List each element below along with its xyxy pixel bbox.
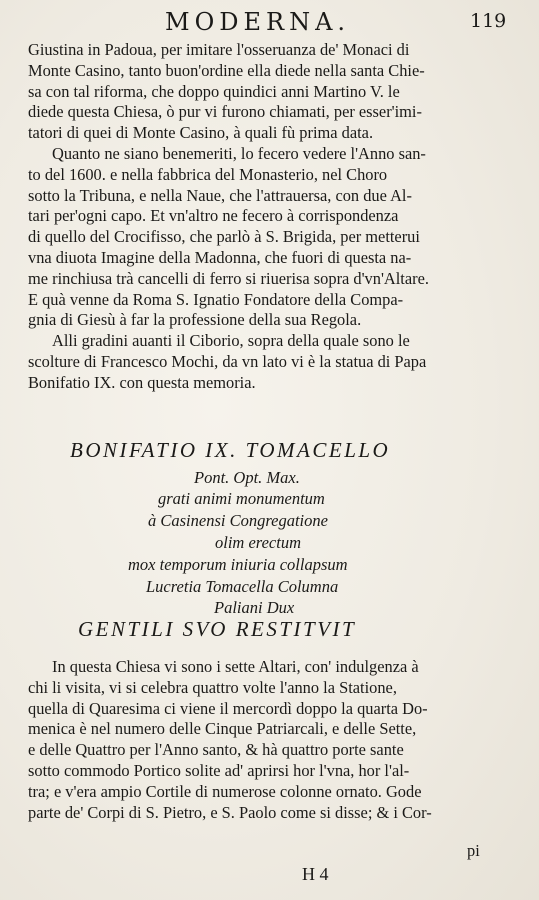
inscription-line: BONIFATIO IX. TOMACELLO xyxy=(70,438,391,462)
paragraph-2 xyxy=(28,144,523,331)
text-line: sa con tal riforma, che doppo quindici anni Martino V. le xyxy=(28,81,400,101)
signature-mark: H 4 xyxy=(302,864,329,884)
catchword: pi xyxy=(467,841,480,860)
inscription-line: Lucretia Tomacella Columna xyxy=(146,577,339,596)
text-line: Bonifatio IX. con questa memoria. xyxy=(28,372,256,392)
text-line: Alli gradini auanti il Ciborio, sopra della quale sono le xyxy=(52,331,410,351)
text-line: me rinchiusa trà cancelli di ferro si riuerisa sopra d'vn'Altare. xyxy=(28,268,429,288)
inscription-line: Paliani Dux xyxy=(214,598,295,617)
text-line: Quanto ne siano benemeriti, lo fecero vedere l'Anno san- xyxy=(52,143,426,163)
running-head-title: MODERNA. xyxy=(165,8,351,36)
text-line: In questa Chiesa vi sono i sette Altari, con' indulgenza à xyxy=(52,657,419,676)
text-line: tatori di quei di Monte Casino, à quali fù prima data. xyxy=(28,123,374,143)
paragraph-1 xyxy=(28,40,523,144)
text-line: menica è nel numero delle Cinque Patriarcali, e delle Sette, xyxy=(28,719,417,739)
inscription-line: mox temporum iniuria collapsum xyxy=(128,555,348,574)
text-line: E quà venne da Roma S. Ignatio Fondatore della Compa- xyxy=(28,289,404,309)
text-line: Monte Casino, tanto buon'ordine ella diede nella santa Chie- xyxy=(28,60,425,80)
text-line: quella di Quaresima ci viene il mercordì doppo la quarta Do- xyxy=(28,698,428,718)
paragraph-3 xyxy=(28,331,523,393)
text-line: tari per'ogni capo. Et vn'altro ne fecero à corrispondenza xyxy=(28,206,399,226)
text-line: diede questa Chiesa, ò pur vi furono chiamati, per esser'imi- xyxy=(28,102,422,122)
body-text xyxy=(28,40,523,394)
text-line: gnia di Giesù à far la professione della sua Regola. xyxy=(28,310,362,330)
text-line: e delle Quattro per l'Anno santo, & hà quattro porte sante xyxy=(28,740,404,760)
inscription-line: grati animi monumentum xyxy=(158,489,325,508)
inscription-line: GENTILI SVO RESTITVIT xyxy=(78,617,357,641)
text-line: parte de' Corpi di S. Pietro, e S. Paolo come si disse; & i Cor- xyxy=(28,802,432,822)
text-line: sotto commodo Portico solite ad' aprirsi hor l'vna, hor l'al- xyxy=(28,760,410,780)
inscription-line: olim erectum xyxy=(215,533,301,552)
inscription-line: Pont. Opt. Max. xyxy=(194,468,300,487)
text-line: chi li visita, vi si celebra quattro volte l'anno la Statione, xyxy=(28,677,397,697)
text-line: scolture di Francesco Mochi, da vn lato vi è la statua di Papa xyxy=(28,351,427,371)
text-line: to del 1600. e nella fabbrica del Monasterio, nel Choro xyxy=(28,164,388,184)
text-line: sotto la Tribuna, e nella Naue, che l'attrauersa, con due Al- xyxy=(28,185,412,205)
page-number: 119 xyxy=(470,10,507,32)
text-line: vna diuota Imagine della Madonna, che fuori di questa na- xyxy=(28,247,412,267)
text-line: di quello del Crocifisso, che parlò à S. Brigida, per metterui xyxy=(28,227,420,247)
text-line: Giustina in Padoua, per imitare l'osseruanza de' Monaci di xyxy=(28,40,410,59)
paragraph-4 xyxy=(28,657,523,823)
inscription-line: à Casinensi Congregatione xyxy=(148,511,328,530)
text-line: tra; e v'era ampio Cortile di numerose colonne ornato. Gode xyxy=(28,781,422,801)
running-head xyxy=(0,8,539,38)
